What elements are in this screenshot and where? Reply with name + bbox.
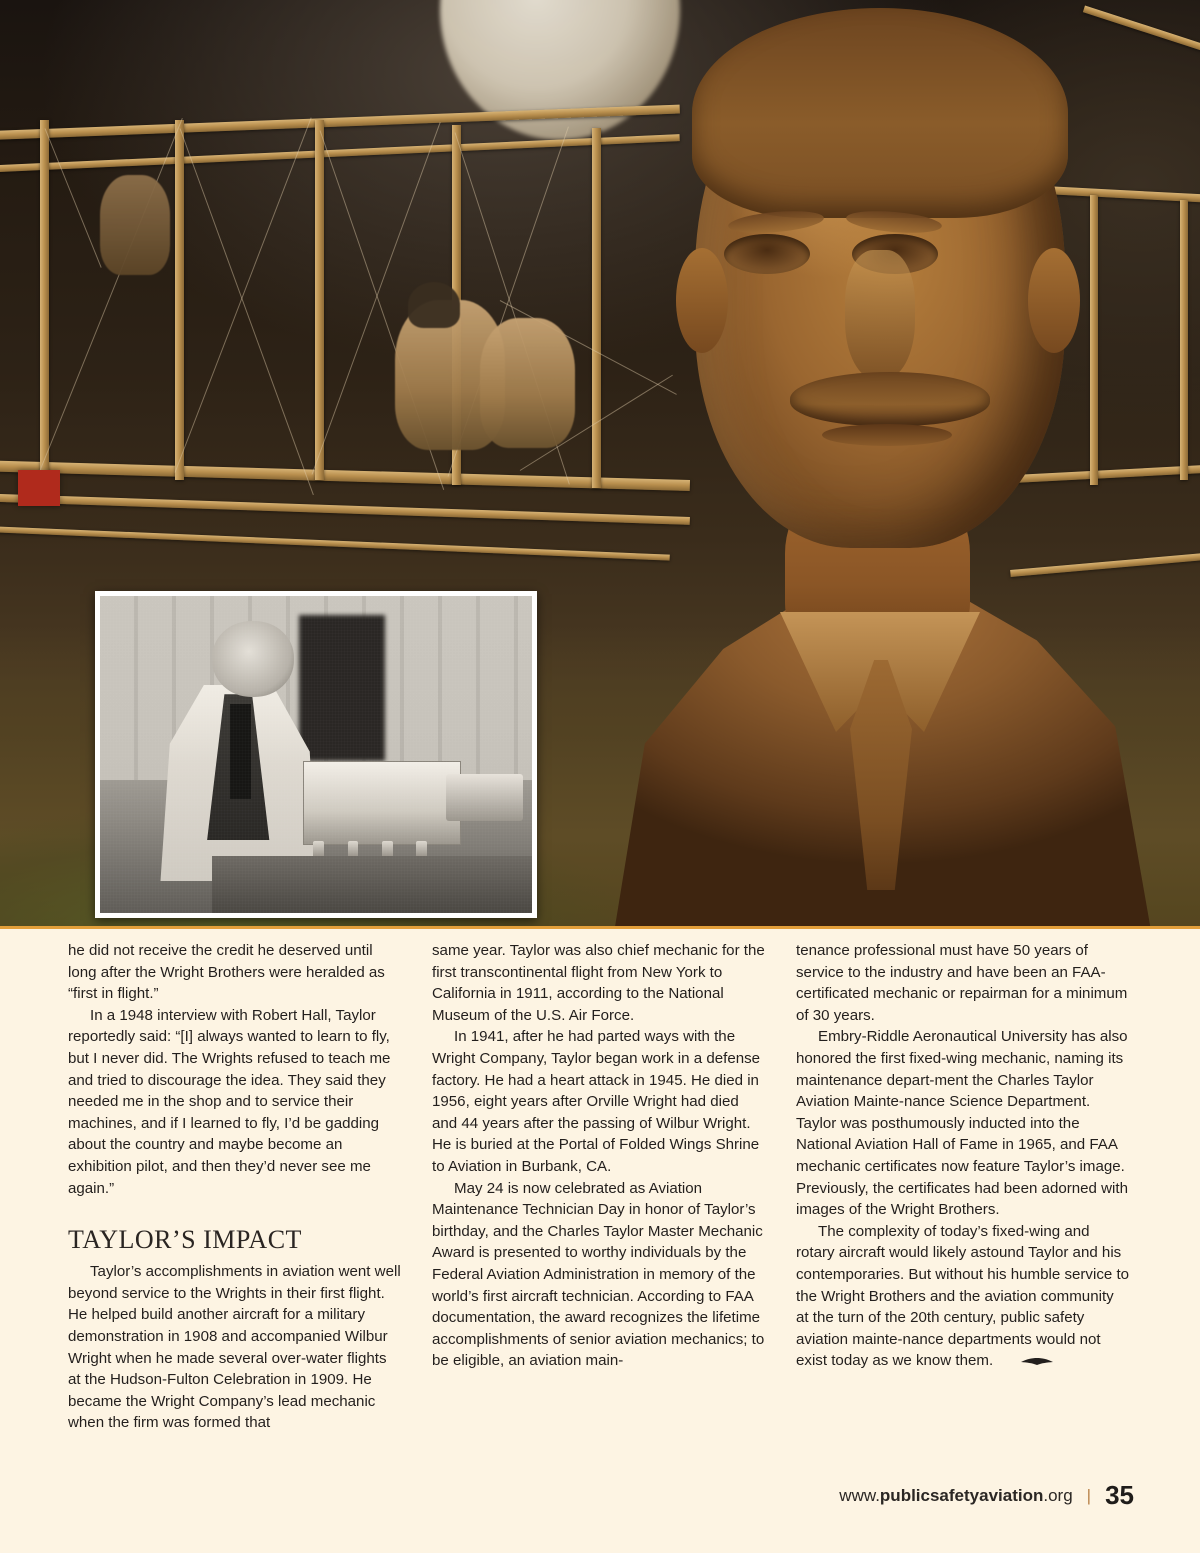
url-prefix: www.	[839, 1485, 880, 1505]
text-column-2	[432, 940, 766, 1434]
mannequin-seated-2	[480, 318, 575, 448]
strut-1	[40, 120, 49, 480]
bust-ear-right	[1028, 248, 1080, 353]
accent-rule	[0, 926, 1200, 929]
mannequin-standing	[100, 175, 170, 275]
url-suffix: .org	[1043, 1485, 1073, 1505]
bust-hair	[692, 8, 1068, 218]
paragraph: In a 1948 interview with Robert Hall, Taylor reportedly said: “[I] always wanted to learn to fly, but I never did. The Wrights refused to teach me and tried to discourage the idea. They said they needed me in the shop and to service their machines, and if I learned to fly, I’d be gadding about the country and maybe become an exhibition pilot, and then they’d never see me again.”	[68, 1006, 391, 1197]
bust-nose	[845, 250, 915, 380]
strut-3	[315, 120, 324, 480]
paragraph: tenance professional must have 50 years of service to the industry and have been an FAA-certificated mechanic or repairman for a minimum of 30 years.	[796, 942, 1128, 1024]
bust-mustache	[790, 372, 990, 426]
section-heading: TAYLOR’S IMPACT	[68, 1225, 302, 1255]
bust-mouth	[822, 424, 952, 446]
paragraph: May 24 is now celebrated as Aviation Maintenance Technician Day in honor of Taylor’s birthday, and the Charles Taylor Master Mechanic Award is presented to worthy individuals by the Federal Aviation Administration in memory of the world’s first aircraft technician. According to FAA documentation, the award recognizes the lifetime accomplishments of senior aviation mechanics; to be eligible, an aviation main-	[432, 1179, 765, 1370]
airplane-endmark-icon	[998, 1351, 1032, 1360]
article-body	[68, 940, 1132, 1434]
bust-ear-left	[676, 248, 728, 353]
paragraph: he did not receive the credit he deserved until long after the Wright Brothers were heralded as “first in flight.”	[68, 942, 385, 1003]
paragraph: Embry-Riddle Aeronautical University has also honored the first fixed-wing mechanic, naming its maintenance depart-ment the Charles Taylor Aviation Mainte-nance Science Department. Taylor was posthumously inducted into the National Aviation Hall of Fame in 1965, and FAA mechanic certificates now feature Taylor’s image. Previously, the certificates had been adorned with images of the Wright Brothers.	[796, 1028, 1128, 1219]
paragraph	[796, 1221, 1130, 1372]
bronze-bust-charles-taylor	[600, 0, 1200, 926]
page-number: 35	[1105, 1480, 1134, 1510]
paragraph: Taylor’s accomplishments in aviation went well beyond service to the Wrights in their first flight. He helped build another aircraft for a military demonstration in 1908 and accompanied Wilbur Wright when he made several over-water flights at the Hudson-Fulton Celebration in 1909. He became the Wright Company’s lead mechanic when the firm was formed that	[68, 1263, 401, 1432]
page-footer	[839, 1480, 1134, 1511]
bust-eye-left	[724, 234, 810, 274]
paragraph-text: The complexity of today’s fixed-wing and rotary aircraft would likely astound Taylor and his contemporaries. But without his humble service to the Wright Brothers and the aviation community at the turn of the 20th century, public safety aviation mainte-nance departments would not exist today as we know them.	[796, 1222, 1130, 1370]
red-marker-flag	[18, 470, 60, 506]
website-url[interactable]	[839, 1486, 1072, 1506]
paragraph: same year. Taylor was also chief mechanic for the first transcontinental flight from New York to California in 1911, according to the National Museum of the U.S. Air Force.	[432, 942, 765, 1024]
inset-film-grain	[100, 596, 532, 913]
inset-photo-taylor-with-engine	[95, 591, 537, 918]
url-domain: publicsafetyaviation	[879, 1485, 1044, 1505]
text-column-3	[796, 940, 1130, 1434]
mannequin-hat-1	[408, 282, 460, 328]
paragraph: In 1941, after he had parted ways with the Wright Company, Taylor began work in a defense factory. He had a heart attack in 1945. He died in 1956, eight years after Orville Wright had died and 44 years after the passing of Wilbur Wright. He is buried at the Portal of Folded Wings Shrine to Aviation in Burbank, CA.	[432, 1028, 761, 1175]
text-column-1	[68, 940, 402, 1434]
footer-separator: |	[1086, 1485, 1092, 1505]
strut-2	[175, 120, 184, 480]
